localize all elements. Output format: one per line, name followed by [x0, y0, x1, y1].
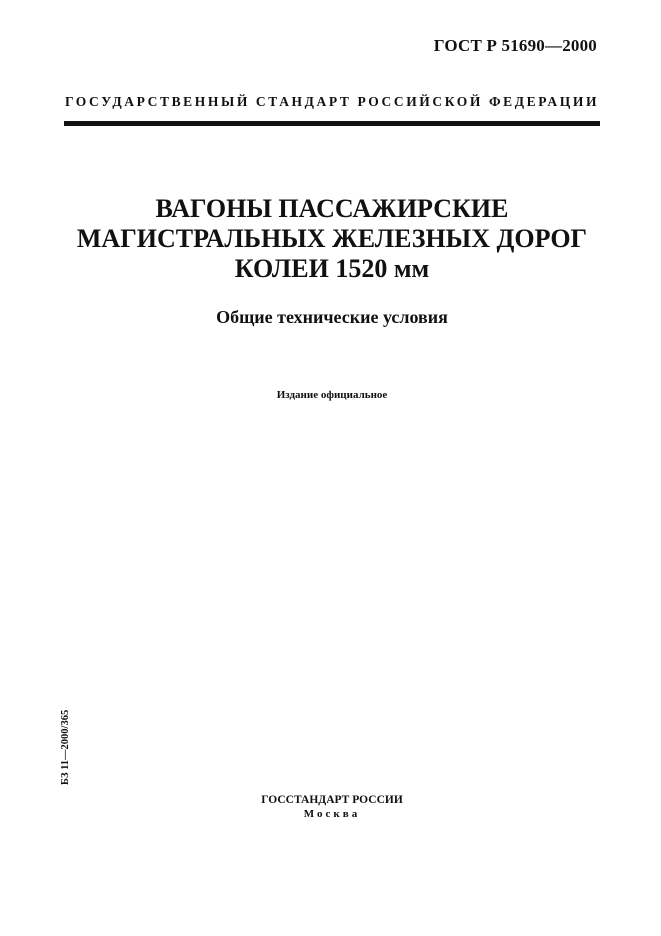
standard-header: ГОСУДАРСТВЕННЫЙ СТАНДАРТ РОССИЙСКОЙ ФЕДЕРАЦИИ	[64, 94, 600, 109]
edition-note: Издание официальное	[276, 389, 388, 401]
title-line: МАГИСТРАЛЬНЫХ ЖЕЛЕЗНЫХ ДОРОГ	[76, 224, 588, 253]
document-subtitle: Общие технические условия	[216, 307, 448, 327]
side-catalog-code: БЗ 11—2000/365	[60, 709, 71, 785]
title-line: КОЛЕИ 1520 мм	[234, 254, 430, 283]
title-line: ВАГОНЫ ПАССАЖИРСКИЕ	[155, 194, 509, 223]
header-divider	[64, 121, 600, 126]
document-title	[40, 194, 624, 284]
document-number: ГОСТ Р 51690—2000	[433, 36, 597, 55]
publisher-city: Москва	[303, 808, 361, 820]
publisher-name: ГОССТАНДАРТ РОССИИ	[261, 794, 403, 806]
